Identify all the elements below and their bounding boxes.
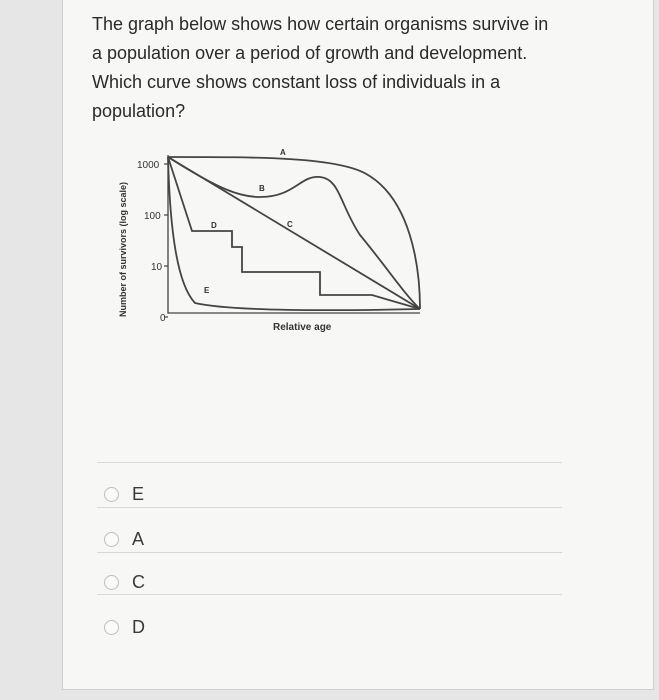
option-e[interactable] — [104, 481, 144, 507]
option-d-label[interactable]: D — [132, 616, 145, 637]
curve-label-b: B — [259, 184, 265, 193]
survivorship-graph — [110, 135, 430, 345]
option-a[interactable] — [104, 526, 144, 552]
option-c-radio[interactable] — [104, 575, 119, 590]
curve-label-e: E — [204, 286, 210, 295]
y-tick-0: 0 — [160, 313, 166, 324]
x-axis-label: Relative age — [273, 322, 332, 333]
y-tick-1000: 1000 — [137, 160, 160, 171]
curve-label-c: C — [287, 220, 293, 229]
option-e-radio[interactable] — [104, 487, 119, 502]
y-axis-label: Number of survivors (log scale) — [118, 181, 128, 317]
curve-label-a: A — [280, 148, 286, 157]
option-divider — [97, 507, 562, 508]
option-e-label[interactable]: E — [132, 483, 145, 504]
option-c-label[interactable]: C — [132, 571, 145, 592]
option-divider — [97, 594, 562, 595]
y-tick-10: 10 — [151, 262, 163, 273]
y-tick-100: 100 — [144, 211, 161, 222]
options-top-divider — [97, 462, 562, 463]
question-text: The graph below shows how certain organisms survive in a population over a period of growth and development. Which curve shows constant loss of individuals in a population? — [92, 14, 549, 121]
option-d[interactable] — [104, 614, 145, 640]
option-a-radio[interactable] — [104, 532, 119, 547]
option-a-label[interactable]: A — [132, 528, 145, 549]
option-c[interactable] — [104, 569, 145, 595]
option-d-radio[interactable] — [104, 620, 119, 635]
option-divider — [97, 552, 562, 553]
curve-label-d: D — [211, 221, 217, 230]
